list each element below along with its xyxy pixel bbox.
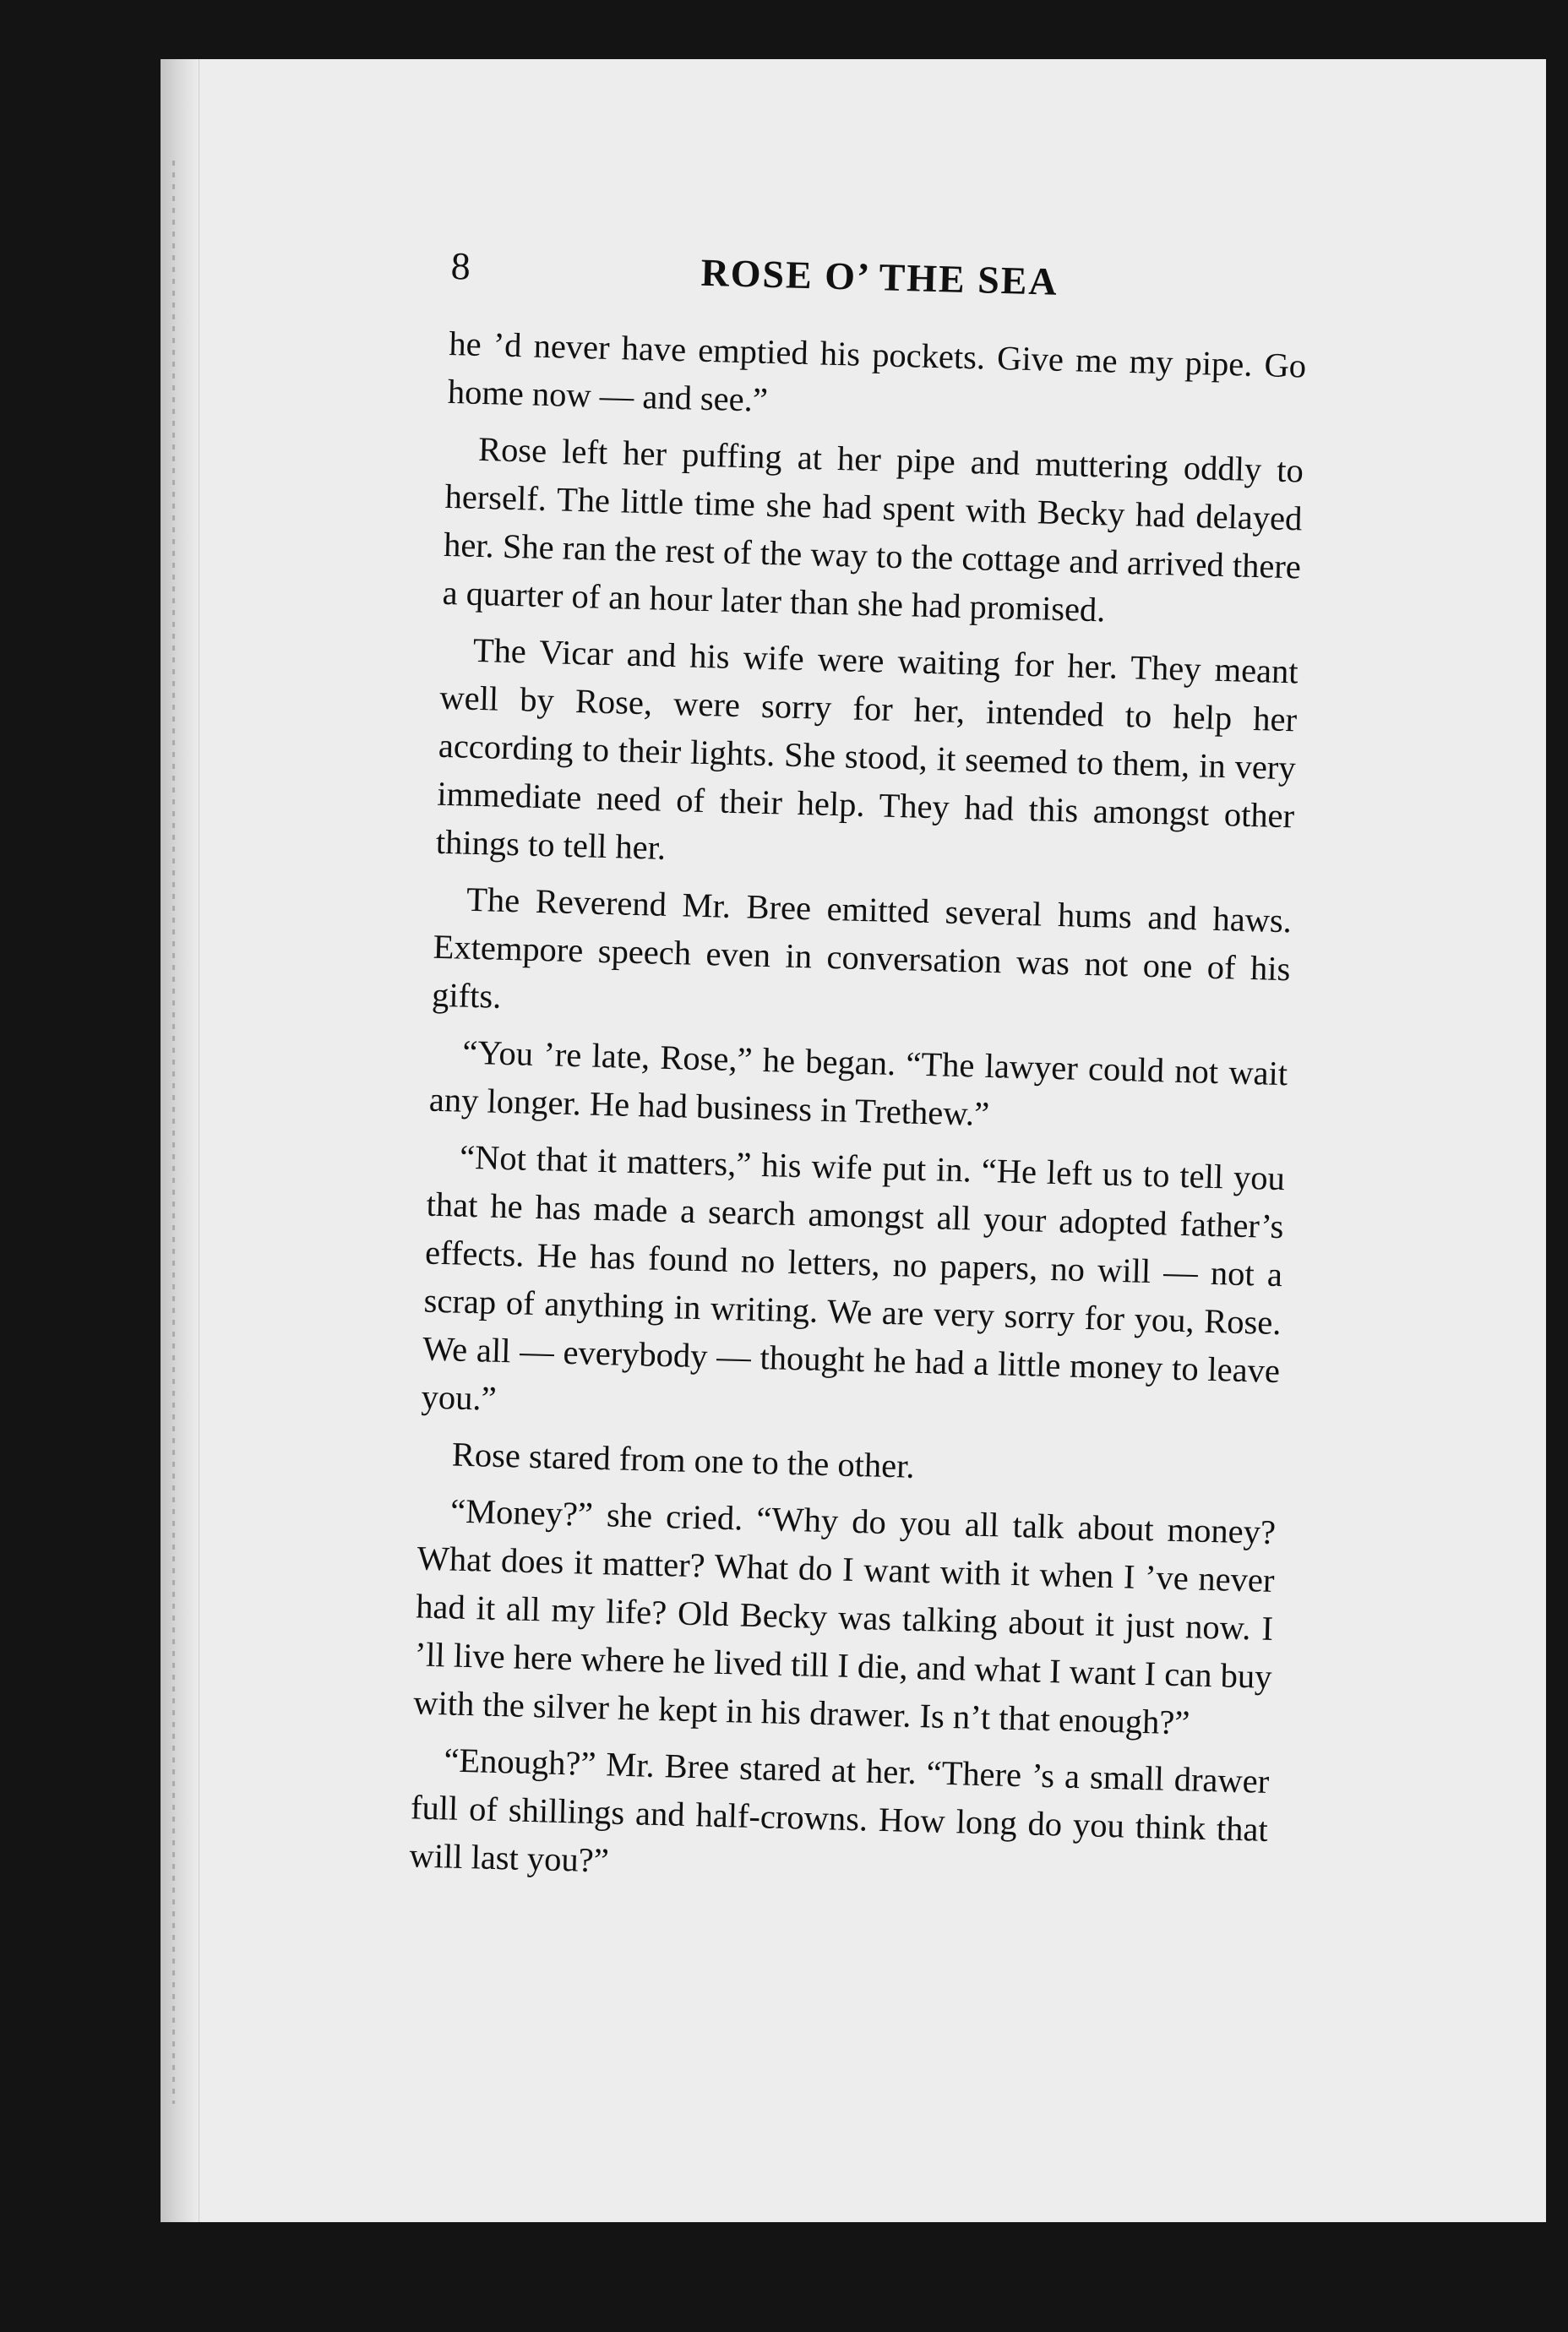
paragraph: “Enough?” Mr. Bree stared at her. “There ’s a small drawer full of shillings and half-crowns. How long do you think that will last you?” [408,1741,1270,1880]
paragraph: he ’d never have emptied his pockets. Give me my pipe. Go home now — and see.” [447,324,1307,419]
running-title: ROSE O’ THE SEA [700,250,1059,303]
paragraph: “Money?” she cried. “Why do you all talk about money? What does it matter? What do I want with it when I ’ve never had it all my life? Old Becky was talking about it just now. I ’ll live here where he lived till I die, and what I want I can buy with the silver he kept in his drawer. Is n’t that enough?” [412,1491,1277,1742]
page-text-block [409,228,1309,1910]
paragraph: The Reverend Mr. Bree emitted several hums and haws. Extempore speech even in conversation was not one of his gifts. [431,880,1293,1016]
paragraph: “You ’re late, Rose,” he began. “The lawyer could not wait any longer. He had business in Trethew.” [428,1033,1288,1134]
running-head [449,228,1309,335]
book-page [161,59,1546,2222]
page-number: 8 [450,243,471,288]
page-binding-edge [161,59,199,2222]
paragraph: Rose stared from one to the other. [451,1435,916,1485]
stitching-marks [172,161,175,2104]
paragraph: The Vicar and his wife were waiting for her. They meant well by Rose, were sorry for her, intended to help her according to their lights. She stood, it seemed to them, in very immediate need of their help. They had this amongst other things to tell her. [435,630,1299,867]
paragraph: Rose left her puffing at her pipe and muttering oddly to herself. The little time she had spent with Becky had delayed her. She ran the rest of the way to the cottage and arrived there a quarter of an hour later than she had promised. [442,429,1304,629]
paragraph: “Not that it matters,” his wife put in. “He left us to tell you that he has made a search amongst all your adopted father’s effects. He has found no letters, no papers, no will — not a scrap of anything in writing. We are very sorry for you, Rose. We all — everybody — thought he had a little money to leave you.” [421,1137,1286,1418]
